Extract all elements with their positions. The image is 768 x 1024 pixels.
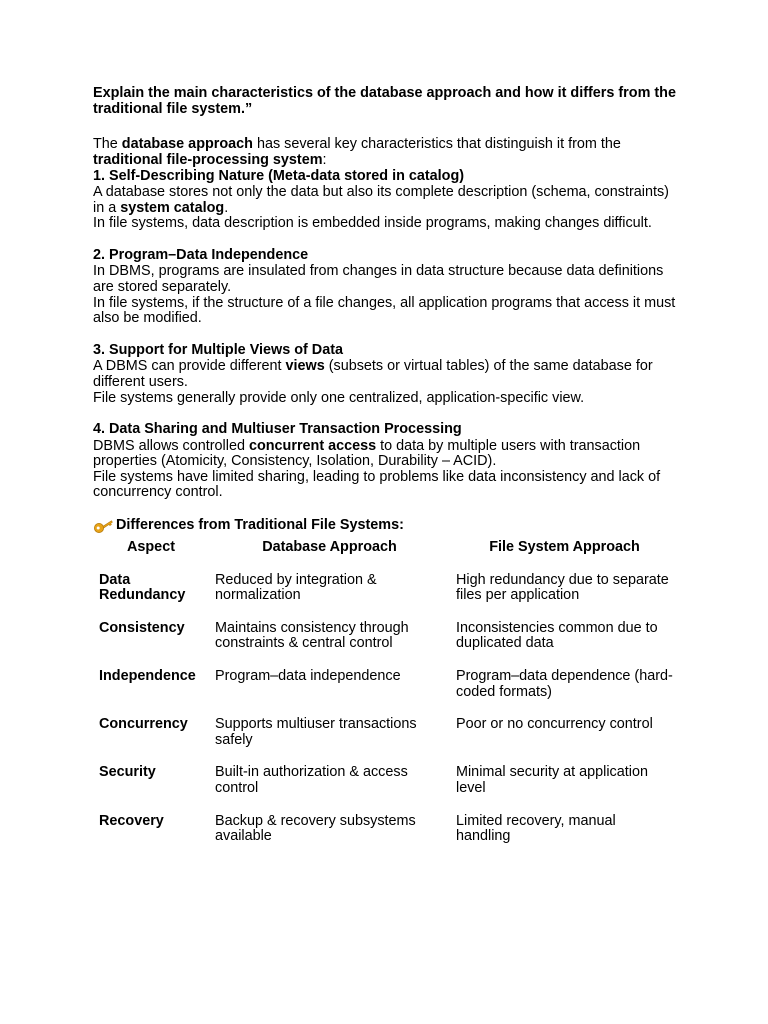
database-approach-cell: Maintains consistency through constraints & central control <box>215 619 409 652</box>
section-multiple-views <box>93 343 683 406</box>
table-row <box>93 620 679 668</box>
intro-bold-term: database approach <box>121 136 253 153</box>
section-bold-term: views <box>285 358 325 375</box>
table-header-row <box>93 539 679 572</box>
question-title: Explain the main characteristics of the database approach and how it differs from the traditional file system.” <box>93 85 676 117</box>
database-approach-cell: Backup & recovery subsystems available <box>215 812 416 845</box>
section-bold-term: system catalog <box>120 199 225 216</box>
aspect-cell: Security <box>99 764 156 781</box>
section-paragraph: File systems generally provide only one centralized, application-specific view. <box>93 389 585 406</box>
file-system-approach-cell: Program–data dependence (hard-coded formats) <box>456 668 673 700</box>
section-paragraph <box>93 439 683 470</box>
section-heading: 3. Support for Multiple Views of Data <box>93 341 343 358</box>
section-text: A DBMS can provide different <box>93 358 286 375</box>
aspect-cell: Data Redundancy <box>99 571 186 604</box>
intro-paragraph <box>93 137 683 168</box>
aspect-cell: Concurrency <box>99 716 188 733</box>
file-system-approach-cell: Poor or no concurrency control <box>456 716 653 733</box>
section-bold-term: concurrent access <box>248 437 377 454</box>
file-system-approach-cell: Limited recovery, manual handling <box>456 812 616 845</box>
section-text: DBMS allows controlled <box>93 437 249 454</box>
intro-text: : <box>322 151 327 168</box>
database-approach-cell: Supports multiuser transactions safely <box>215 716 417 748</box>
database-approach-cell: Program–data independence <box>215 668 401 685</box>
section-text: . <box>224 199 229 216</box>
section-text: to data by multiple users with transaction properties (Atomicity, Consistency, Isolation, Durability – ACID). <box>93 437 641 470</box>
database-approach-cell: Reduced by integration & normalization <box>215 571 377 604</box>
differences-heading <box>93 518 683 534</box>
section-heading: 1. Self-Describing Nature (Meta-data stored in catalog) <box>93 168 465 185</box>
section-paragraph: In file systems, if the structure of a file changes, all application programs that access it must also be modified. <box>93 294 676 327</box>
section-self-describing <box>93 169 683 231</box>
table-row <box>93 668 679 716</box>
column-header: Aspect <box>127 539 175 556</box>
section-heading: 2. Program–Data Independence <box>93 246 309 263</box>
aspect-cell: Independence <box>99 668 196 685</box>
column-header: File System Approach <box>489 539 640 556</box>
file-system-approach-cell: Inconsistencies common due to duplicated data <box>456 619 658 652</box>
table-row <box>93 572 679 620</box>
differences-heading-text: Differences from Traditional File Systems: <box>116 517 404 534</box>
table-row <box>93 716 679 764</box>
table-row <box>93 813 679 861</box>
differences-table <box>93 539 679 861</box>
intro-text: The <box>93 136 122 153</box>
section-program-data-independence <box>93 248 683 327</box>
section-heading: 4. Data Sharing and Multiuser Transaction Processing <box>93 421 462 438</box>
intro-bold-term: traditional file-processing system <box>93 151 323 168</box>
section-data-sharing <box>93 422 683 501</box>
aspect-cell: Consistency <box>99 619 185 636</box>
section-text: A database stores not only the data but also its complete description (schema, constraints) in a <box>93 183 669 216</box>
file-system-approach-cell: Minimal security at application level <box>456 764 648 796</box>
column-header: Database Approach <box>262 539 397 556</box>
database-approach-cell: Built-in authorization & access control <box>215 764 408 796</box>
table-row <box>93 764 679 812</box>
section-text: (subsets or virtual tables) of the same database for different users. <box>93 358 653 390</box>
aspect-cell: Recovery <box>99 812 164 829</box>
document-page <box>93 86 683 861</box>
key-icon <box>93 519 113 535</box>
section-paragraph: In file systems, data description is embedded inside programs, making changes difficult. <box>93 215 652 232</box>
file-system-approach-cell: High redundancy due to separate files per application <box>456 571 669 604</box>
section-paragraph: File systems have limited sharing, leading to problems like data inconsistency and lack of concurrency control. <box>93 468 661 501</box>
intro-text: has several key characteristics that distinguish it from the <box>252 136 621 153</box>
section-paragraph <box>93 359 683 390</box>
section-paragraph <box>93 185 683 216</box>
section-paragraph: In DBMS, programs are insulated from changes in data structure because data definitions are stored separately. <box>93 263 664 295</box>
